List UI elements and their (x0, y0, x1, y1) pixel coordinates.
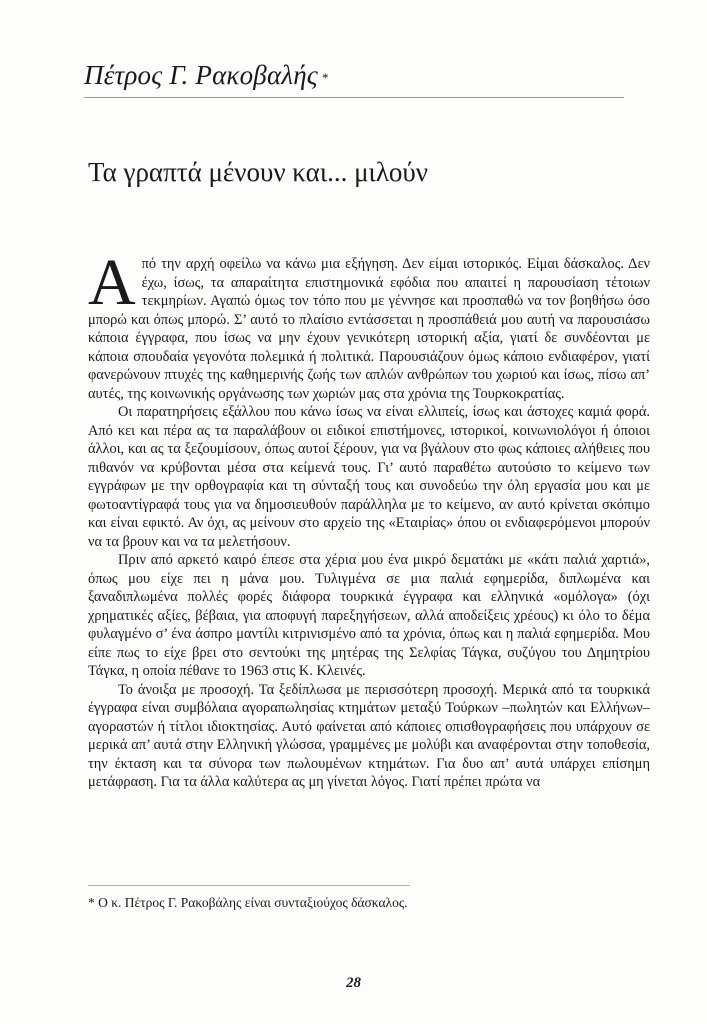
footnote: * Ο κ. Πέτρος Γ. Ρακοβάλης είναι συνταξιούχος δάσκαλος. (88, 895, 408, 910)
paragraph-3: Πριν από αρκετό καιρό έπεσε στα χέρια μου ένα μικρό δεματάκι με «κάτι παλιά χαρτιά», όπως μου είχε πει η μάνα μου. Τυλιγμένα σε μια παλιά εφημερίδα, διπλωμένα και ξαναδιπλωμένα πολλές φορές διάφορα τουρκικά έγγραφα και ελληνικά «ομόλογα» (όχι χρηματικές αξίες, βέβαια, για αποφυγή παρεξηγήσεων, αλλά αποδείξεις χρέους) κι όλο το δέμα φυλαγμένο σ’ ένα άσπρο μαντίλι κιτρινισμένο από τα χρόνια, όπως και η παλιά εφημερίδα. Μου είπε πως το είχε βρει στο σεντούκι της μητέρας της Σελφίας Τάγκα, συζύγου του Δημητρίου Τάγκα, η οποία πέθανε το 1963 στις Κ. Κλεινές. (88, 552, 650, 679)
page-number: 28 (346, 975, 361, 991)
paragraph-1-text: πό την αρχή οφείλω να κάνω μια εξήγηση. Δεν είμαι ιστορικός. Είμαι δάσκαλος. Δεν έχω, ίσως, τα απαραίτητα επιστημονικά εφόδια που απαιτεί η παρουσίαση τέτοιων τεκμηρίων. Αγαπώ όμως τον τόπο που με γέννησε και προσπαθώ να τον βοηθήσω όσο μπορώ και όπως μπορώ. Σ’ αυτό το πλαίσιο εντάσσεται η προσπάθειά μου αυτή να παρουσιάσω κάποια έγγραφα, που ίσως να μην έχουν γενικότερη ιστορική αξία, γιατί δε συνδέονται με κάποια σπουδαία γεγονότα πολεμικά ή πολιτικά. Παρουσιάζουν όμως κάποιο ενδιαφέρον, γιατί φανερώνουν πτυχές της καθημερινής ζωής των απλών ανθρώπων του χωριού και ίσως, πίσω απ’ αυτές, της κοινωνικής οργάνωσης των χωριών μας στα χρόνια της Τουρκοκρατίας. (88, 256, 650, 402)
footnote-marker: * (321, 70, 329, 85)
paragraph-1 (88, 246, 650, 403)
article-title: Τα γραπτά μένουν και... μιλούν (88, 157, 428, 187)
drop-cap: Α (88, 246, 136, 319)
paragraph-2: Οι παρατηρήσεις εξάλλου που κάνω ίσως να είναι ελλιπείς, ίσως και άστοχες καμιά φορά. Από κει και πέρα ας τα παραλάβουν οι ειδικοί επιστήμονες, ιστορικοί, κοινωνιολόγοι ή όποιοι άλλοι, και ας τα ξεζουμίσουν, όπως αυτοί ξέρουν, για να βγάλουν στο φως κάποιες αλήθειες που πιθανόν να κρύβονται μέσα στα κείμενά τους. Γι’ αυτό παραθέτω αυτούσιο το κείμενο των εγγράφων με την ορθογραφία και τη σύνταξή τους και συνοδεύω την όλη εργασία μου και με φωτοαντίγραφά τους για να δημοσιευθούν παράλληλα με το κείμενο, αν αυτό κρίνεται σκόπιμο και είναι εφικτό. Αν όχι, ας μείνουν στο αρχείο της «Εταιρίας» όπου οι ενδιαφερόμενοι μπορούν να τα βρουν και να τα μελετήσουν. (88, 404, 650, 550)
header-rule (84, 97, 624, 98)
author-header (84, 60, 624, 91)
article-body (88, 246, 650, 792)
paragraph-4: Το άνοιξα με προσοχή. Τα ξεδίπλωσα με περισσότερη προσοχή. Μερικά από τα τουρκικά έγγραφα είναι συμβόλαια αγοραπωλησίας κτημάτων μεταξύ Τούρκων –πωλητών και Ελλήνων– αγοραστών ή τίτλοι ιδιοκτησίας. Αυτό φαίνεται από κάποιες οπισθογραφήσεις που υπάρχουν σε μερικά απ’ αυτά στην Ελληνική γλώσσα, γραμμένες με μολύβι και αναφέρονται στην τοποθεσία, την έκταση και τα σύνορα των πωλουμένων κτημάτων. Για δυο απ’ αυτά υπάρχει επίσημη μετάφραση. Για τα άλλα καλύτερα ας μη γίνεται λόγος. Γιατί πρέπει πρώτα να (88, 681, 650, 790)
author-name: Πέτρος Γ. Ρακοβαλής (84, 60, 318, 90)
footnote-rule (88, 885, 410, 886)
